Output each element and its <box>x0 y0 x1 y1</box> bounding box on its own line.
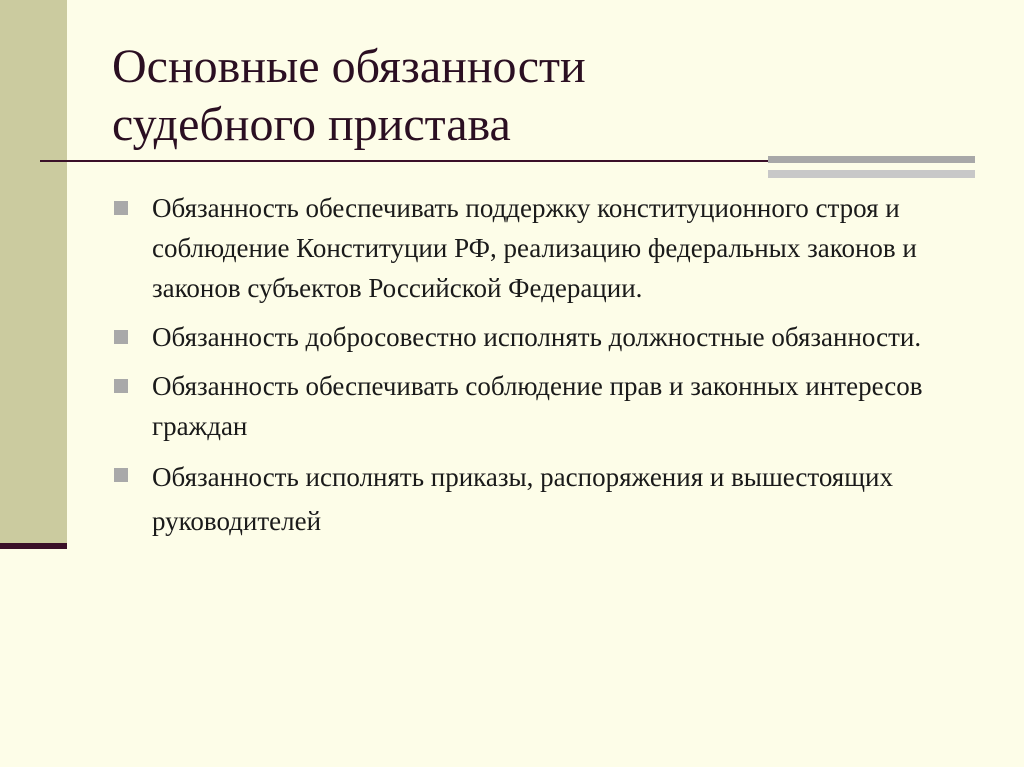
slide-title <box>112 38 932 154</box>
bullet-text: Обязанность обеспечивать соблюдение прав и законных интересов граждан <box>152 371 923 441</box>
left-bar-rule <box>0 543 67 549</box>
bullet-text: Обязанность исполнять приказы, распоряжения и вышестоящих руководителей <box>152 462 893 536</box>
bullet-list <box>114 188 944 552</box>
bullet-item <box>114 366 944 446</box>
bullet-text: Обязанность обеспечивать поддержку конституционного строя и соблюдение Конституции РФ, реализацию федеральных законов и законов субъектов Российской Федерации. <box>152 193 917 303</box>
title-accent-stripes <box>768 156 975 178</box>
slide-title-line-1: Основные обязанности <box>112 40 586 93</box>
slide-title-line-2: судебного пристава <box>112 98 511 151</box>
accent-stripe-bottom <box>768 170 975 178</box>
bullet-item <box>114 188 944 308</box>
left-decorative-bar <box>0 0 67 546</box>
bullet-item <box>114 455 944 543</box>
square-bullet-icon <box>114 201 128 215</box>
accent-stripe-top <box>768 156 975 163</box>
square-bullet-icon <box>114 468 128 482</box>
square-bullet-icon <box>114 379 128 393</box>
square-bullet-icon <box>114 330 128 344</box>
bullet-item <box>114 317 944 357</box>
bullet-text: Обязанность добросовестно исполнять должностные обязанности. <box>152 322 922 352</box>
